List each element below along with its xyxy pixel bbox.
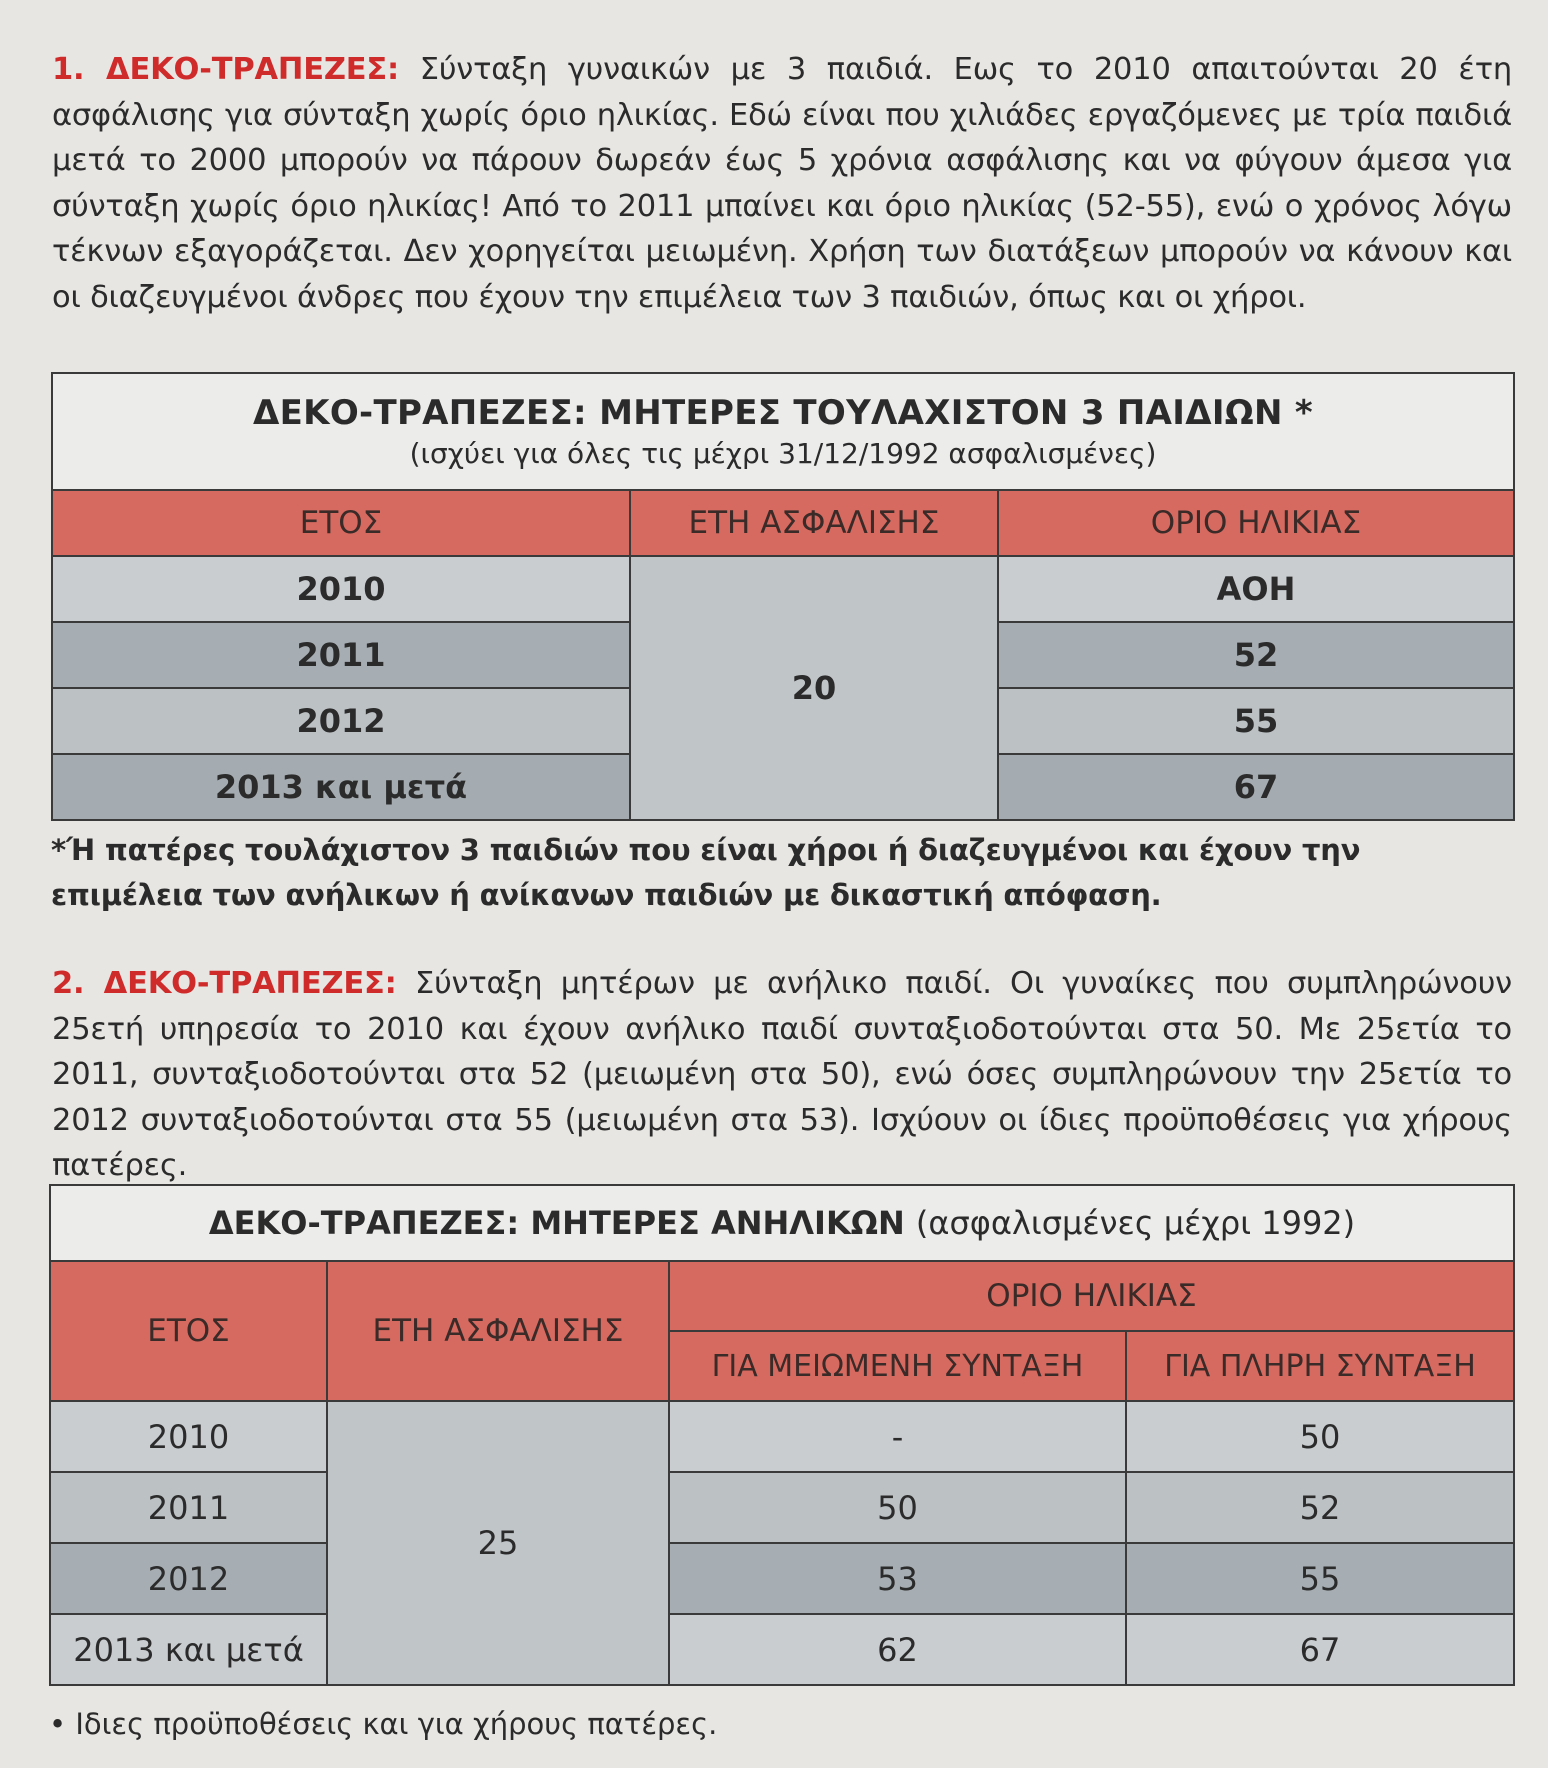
table-1-title: ΔΕΚΟ-ΤΡΑΠΕΖΕΣ: ΜΗΤΕΡΕΣ ΤΟΥΛΑΧΙΣΤΟΝ 3 ΠΑΙΔΙΩΝ * bbox=[253, 393, 1313, 433]
table-2-year: 2012 bbox=[50, 1543, 327, 1614]
table-1-age: 67 bbox=[998, 754, 1514, 820]
table-2-header-full: ΓΙΑ ΠΛΗΡΗ ΣΥΝΤΑΞΗ bbox=[1126, 1331, 1514, 1401]
table-1-header-insurance: ΕΤΗ ΑΣΦΑΛΙΣΗΣ bbox=[630, 490, 998, 556]
table-2-full-age: 67 bbox=[1126, 1614, 1514, 1685]
table-2-reduced-age: 50 bbox=[669, 1472, 1126, 1543]
table-2-full-age: 55 bbox=[1126, 1543, 1514, 1614]
section-2-text: Σύνταξη μητέρων με ανήλικο παιδί. Οι γυναίκες που συμπληρώνουν 25ετή υπηρεσία το 2010 και έχουν ανήλικο παιδί συνταξιοδοτούνται στα 50. Με 25ετία το 2011, συνταξιοδοτούνται στα 52 (μειωμένη στα 50), ενώ όσες συμπληρώνουν την 25ετία το 2012 συνταξιοδοτούνται στα 55 (μειωμένη στα 53). Ισχύουν οι ίδιες προϋποθέσεις για χήρους πατέρες. bbox=[52, 966, 1512, 1183]
table-2-header-year: ΕΤΟΣ bbox=[50, 1261, 327, 1401]
table-2-year: 2013 και μετά bbox=[50, 1614, 327, 1685]
section-2-paragraph bbox=[52, 961, 1512, 1189]
table-2-title bbox=[209, 1204, 1355, 1242]
table-1-title-cell bbox=[52, 373, 1514, 490]
table-mothers-minors bbox=[49, 1184, 1515, 1686]
table-1-age: 52 bbox=[998, 622, 1514, 688]
table-2-insurance-years: 25 bbox=[327, 1401, 669, 1685]
table-1-age: ΑΟΗ bbox=[998, 556, 1514, 622]
table-2-header-reduced: ΓΙΑ ΜΕΙΩΜΕΝΗ ΣΥΝΤΑΞΗ bbox=[669, 1331, 1126, 1401]
table-1-footnote: *Ή πατέρες τουλάχιστον 3 παιδιών που είναι χήροι ή διαζευγμένοι και έχουν την επιμέλεια των ανήλικων ή ανίκανων παιδιών με δικαστική απόφαση. bbox=[51, 833, 1361, 912]
table-1-age: 55 bbox=[998, 688, 1514, 754]
table-2-title-cell bbox=[50, 1185, 1514, 1261]
table-2-title-bold: ΔΕΚΟ-ΤΡΑΠΕΖΕΣ: ΜΗΤΕΡΕΣ ΑΝΗΛΙΚΩΝ bbox=[208, 1204, 905, 1242]
table-2-header-age: ΟΡΙΟ ΗΛΙΚΙΑΣ bbox=[669, 1261, 1514, 1331]
table-1-insurance-years: 20 bbox=[630, 556, 998, 820]
table-2-header-insurance: ΕΤΗ ΑΣΦΑΛΙΣΗΣ bbox=[327, 1261, 669, 1401]
bottom-footnote: • Ιδιες προϋποθέσεις και για χήρους πατέρες. bbox=[49, 1707, 718, 1741]
table-2-full-age: 52 bbox=[1126, 1472, 1514, 1543]
section-1-heading: 1. ΔΕΚΟ-ΤΡΑΠΕΖΕΣ: bbox=[52, 52, 400, 87]
table-2-reduced-age: 53 bbox=[669, 1543, 1126, 1614]
table-2-year: 2010 bbox=[50, 1401, 327, 1472]
section-1-text: Σύνταξη γυναικών με 3 παιδιά. Εως το 2010 απαιτούνται 20 έτη ασφάλισης για σύνταξη χωρίς όριο ηλικίας. Εδώ είναι που χιλιάδες εργαζόμενες με τρία παιδιά μετά το 2000 μπορούν να πάρουν δωρεάν έως 5 χρόνια ασφάλισης και να φύγουν άμεσα για σύνταξη χωρίς όριο ηλικίας! Από το 2011 μπαίνει και όριο ηλικίας (52-55), ενώ ο χρόνος λόγω τέκνων εξαγοράζεται. Δεν χορηγείται μειωμένη. Χρήση των διατάξεων μπορούν να κάνουν και οι διαζευγμένοι άνδρες που έχουν την επιμέλεια των 3 παιδιών, όπως και οι χήροι. bbox=[52, 52, 1513, 315]
table-1-year: 2011 bbox=[52, 622, 630, 688]
table-1-year: 2010 bbox=[52, 556, 630, 622]
table-mothers-3-children bbox=[51, 372, 1515, 821]
table-2-full-age: 50 bbox=[1126, 1401, 1514, 1472]
table-2-title-normal: (ασφαλισμένες μέχρι 1992) bbox=[915, 1204, 1356, 1242]
table-1-subtitle: (ισχύει για όλες τις μέχρι 31/12/1992 ασφαλισμένες) bbox=[409, 437, 1157, 470]
table-1-year: 2012 bbox=[52, 688, 630, 754]
section-1-paragraph bbox=[52, 47, 1512, 320]
table-1-year: 2013 και μετά bbox=[52, 754, 630, 820]
table-2-year: 2011 bbox=[50, 1472, 327, 1543]
table-1-header-age: ΟΡΙΟ ΗΛΙΚΙΑΣ bbox=[998, 490, 1514, 556]
section-2-heading: 2. ΔΕΚΟ-ΤΡΑΠΕΖΕΣ: bbox=[52, 966, 397, 1001]
table-2-reduced-age: - bbox=[669, 1401, 1126, 1472]
table-1-header-year: ΕΤΟΣ bbox=[52, 490, 630, 556]
table-2-reduced-age: 62 bbox=[669, 1614, 1126, 1685]
